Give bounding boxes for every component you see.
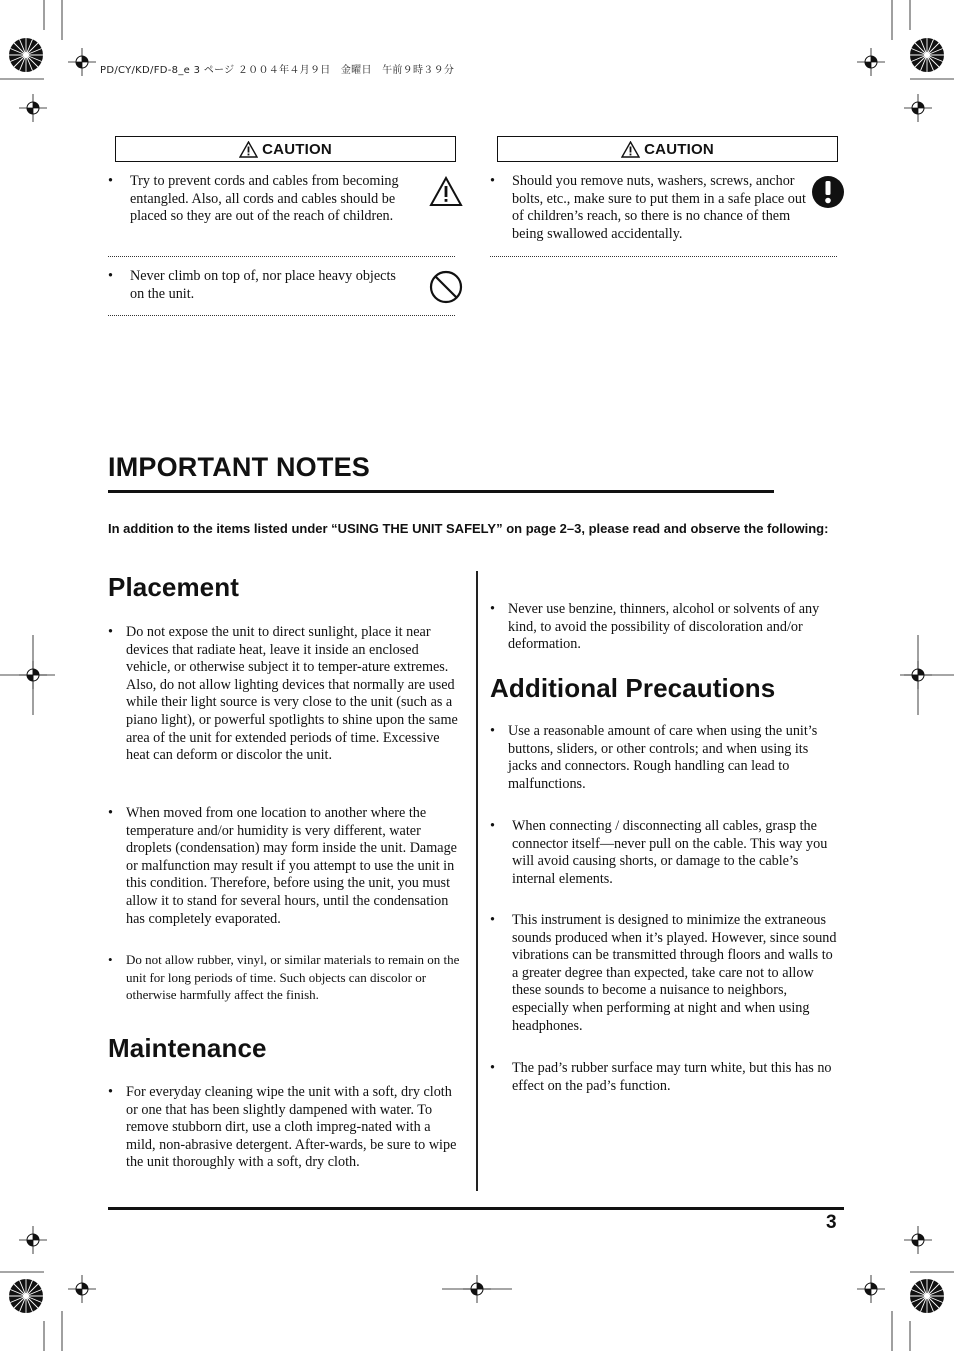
note-text: Never use benzine, thinners, alcohol or solvents of any kind, to avoid the possibility of discoloration and/or deformation. [508,601,820,653]
bullet: • [490,723,495,739]
bullet: • [490,912,495,928]
bullet: • [108,173,113,189]
intro-text: In addition to the items listed under “USING THE UNIT SAFELY” on page 2–3, please read and observe the following: [108,521,829,536]
bullet: • [108,805,113,821]
note-text: This instrument is designed to minimize the extraneous sounds produced when it’s played. However, since sound vibrations can be transmitted through floors and walls to a greater degree than expected, take care not to allow these sounds to become a nuisance to neighbors, especially when performing at night and when using headphones. [512,912,837,1034]
bullet: • [108,624,113,640]
note-text: The pad’s rubber surface may turn white, but this has no effect on the pad’s function. [512,1060,832,1094]
bullet: • [490,173,495,189]
note-text: For everyday cleaning wipe the unit with a soft, dry cloth or one that has been slightly dampened with water. To remove stubborn dirt, use a cloth impreg-nated with a mild, non-abrasive detergent. After-wards, be sure to wipe the unit thoroughly with a soft, dry cloth. [126,1084,457,1171]
caution-text: Never climb on top of, nor place heavy objects on the unit. [130,268,396,302]
note-text: When connecting / disconnecting all cables, grasp the connector itself—never pull on the cable. This way you will avoid causing shorts, or damage to the cable’s internal elements. [512,818,828,887]
note-text: Do not allow rubber, vinyl, or similar materials to remain on the unit for long periods of time. Such objects can discolor or otherwise harmfully affect the finish. [126,952,460,1003]
warning-triangle-icon [429,176,463,207]
warning-triangle-icon [621,141,640,158]
section-heading-additional-precautions: Additional Precautions [490,673,776,703]
bullet: • [490,601,495,617]
print-metadata: PD/CY/KD/FD-8_e 3 ページ ２００４年４月９日 金曜日 午前９時３９分 [100,65,455,76]
footer-rule [108,1207,844,1210]
caution-text: Try to prevent cords and cables from becoming entangled. Also, all cords and cables should be placed so they are out of the reach of children. [130,173,399,225]
note-text: When moved from one location to another where the temperature and/or humidity is very different, water droplets (condensation) may form inside the unit. Damage or malfunction may result if you attempt to use the unit in this condition. Therefore, before using the unit, you must allow it to stand for several hours, until the condensation has completely evaporated. [126,805,457,927]
page-title: IMPORTANT NOTES [108,452,370,482]
bullet: • [108,952,113,967]
section-heading-placement: Placement [108,572,239,602]
note-text: Use a reasonable amount of care when using the unit’s buttons, sliders, or other controls; and when using its jacks and connectors. Rough handling can lead to malfunctions. [508,723,818,792]
prohibited-icon [429,270,463,304]
bullet: • [108,268,113,284]
caution-label: CAUTION [644,140,714,158]
divider [108,315,455,316]
section-heading-maintenance: Maintenance [108,1033,267,1063]
caution-label: CAUTION [262,140,332,158]
divider [108,256,455,257]
column-divider [476,571,478,1191]
caution-text: Should you remove nuts, washers, screws, anchor bolts, etc., make sure to put them in a safe place out of children’s reach, so there is no chance of them being swallowed accidentally. [512,173,806,242]
mandatory-exclamation-icon [811,175,845,209]
caution-header-right [497,136,838,162]
bullet: • [490,818,495,834]
page-number: 3 [826,1212,837,1233]
caution-header-left [115,136,456,162]
title-rule [108,490,774,493]
note-text: Do not expose the unit to direct sunlight, place it near devices that radiate heat, leave it inside an enclosed vehicle, or otherwise subject it to temper-ature extremes. Also, do not allow lighting devices that normally are used while their light source is very close to the unit (such as a piano light), or powerful spotlights to shine upon the same area of the unit for extended periods of time. Excessive heat can deform or discolor the unit. [126,624,458,764]
warning-triangle-icon [239,141,258,158]
divider [490,256,837,257]
bullet: • [108,1084,113,1100]
bullet: • [490,1060,495,1076]
